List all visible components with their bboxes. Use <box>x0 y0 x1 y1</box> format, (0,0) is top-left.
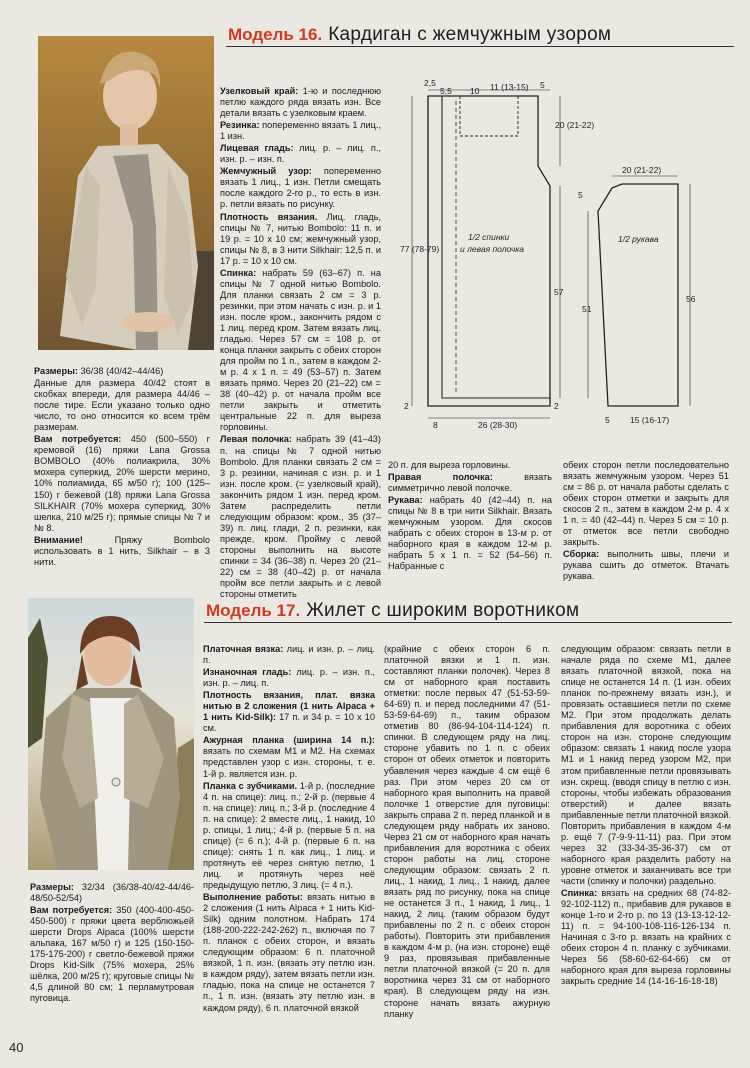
m17-sizes: Размеры: 32/34 (36/38-40/42-44/46-48/50-52/54) <box>30 882 194 904</box>
model-16-column-1 <box>34 366 210 576</box>
neckline-outline <box>460 96 518 136</box>
dim-hem-right: 2 <box>554 401 559 411</box>
dim-hem-left: 2 <box>404 401 409 411</box>
dim-top-2: 5,5 <box>440 86 452 96</box>
body-label-1: 1/2 спинки <box>468 232 510 242</box>
dim-top-5: 5 <box>540 80 545 90</box>
m17-term: Плотность вязания, плат. вязка нитью в 2 сложения (1 нить Alpaca + 1 нить Kid-Silk): 17 п. и 34 р. = 10 х 10 см. <box>203 690 375 734</box>
m16-text: Правая полочка: вязать симметрично левой полочке. <box>388 472 552 494</box>
m16-term: Лицевая гладь: лиц. р. – лиц. п., изн. р. – изн. п. <box>220 143 381 165</box>
m16-term: Резинка: попеременно вязать 1 лиц., 1 изн. <box>220 120 381 142</box>
sleeve-label: 1/2 рукава <box>618 234 659 244</box>
m17-text: Спинка: вязать на средних 68 (74-82-92-102-112) п., прибавив для рукавов в конце 1-го и 2-го р. по 13 (13-13-12-12-11) п. = 94-100-108-116-126-134 п. Начиная с 3-го р. вязать на крайних с обеих сторон 4 п. планку с зубчиками. Через 56 (58-60-62-64-66) см от наборного края для выреза горловины закрыть средние 14 (14-16-16-18-18) <box>561 888 731 987</box>
m17-materials: Вам потребуется: 350 (400-400-450-450-500) г пряжи цвета верблюжьей шерсти Drops Alpaca (100% шерсти альпака, 167 м/50 г) и 125 (150-150-175-175-200) г светло-бежевой пряжи Drops Kid-Silk (75% мохера, 25% шёлка, 200 м/25 г); круговые спицы № 4,5 длиной 80 см; 1 перламутровая пуговица. <box>30 905 194 1004</box>
model-16-pattern-diagram <box>390 76 740 436</box>
dim-body-height: 57 <box>554 287 564 297</box>
model-16-column-4 <box>563 460 729 582</box>
model-16-title-rule <box>226 46 734 47</box>
m16-term: Левая полочка: набрать 39 (41–43) п. на спицы № 7 одной нитью Bombolo. Для планки связать 2 см = 3 р. резинки, начиная с изн. р. и 1 изн. после кром. (= узелковый край), закончить рядом 1 изн. перед кром. Затем распределить петли следующим образом: кром., 35 (37–39) п. лиц. глади, 2 п. резинки, как прежде, кром. Пройму с левой стороны выполнить на высоте спинки = 34 (36–38) п. Через 20 (21–22) см = 38 (40–42) р. от начала пройм все петли закрыть и с левой стороны отметить <box>220 434 381 600</box>
sleeve-height-1: 51 <box>582 304 592 314</box>
body-label-2: и левая полочка <box>460 244 524 254</box>
model-16-label: Модель 16. <box>228 25 323 44</box>
m17-term: Изнаночная гладь: лиц. р. – изн. п., изн. р. – лиц. п. <box>203 667 375 689</box>
sleeve-bottom-2: 15 (16-17) <box>630 415 670 425</box>
dim-top-3: 10 <box>470 86 480 96</box>
sleeve-outline <box>598 184 678 406</box>
m17-text: следующим образом: связать петли в начале ряда по схеме М1, далее вязать платочной вязкой, пока на спице не останется 14 п. (1 изн. обеих планок по-прежнему вязать изн.), и провязать оставшиеся петли по схеме М2. При этом продолжать делать прибавления для воротника с обеих сторон на изн. стороне следующим образом: связать 1 накид после узора М1 и 1 накид перед узором М2, при этом прибавленные петли провязывать изн. скрещ. (вводя спицу в петлю с изн. стороны, чтобы избежать образования отверстий) и далее вязать прибавленные петли платочной вязкой. Повторить прибавления в каждом 4-м р. ещё 7 (7-9-9-11-11) раз. При этом через 32 (33-34-35-36-37) см от наборного края разделить работу на уровне отметок и заканчивать все три части (спинку и полочки) раздельно. <box>561 644 731 886</box>
m16-text: Сборка: выполнить швы, плечи и рукава сшить до отметок. Втачать рукава. <box>563 549 729 582</box>
m16-term: Узелковый край: 1-ю и последнюю петлю каждого ряда вязать изн. Все детали вязать с узелковым краем. <box>220 86 381 119</box>
m16-sizes-note: Данные для размера 40/42 стоят в скобках впереди, для размера 44/46 – после тире. Если указано только одно число, то оно относится ко всем трём размерам. <box>34 378 210 433</box>
dim-top-1: 2,5 <box>424 78 436 88</box>
m16-term: Жемчужный узор: попеременно вязать 1 лиц., 1 изн. Петли смещать после каждого 2-го р., то есть в изн. р. петли вязать по рисунку. <box>220 166 381 210</box>
m16-materials: Вам потребуется: 450 (500–550) г кремовой (16) пряжи Lana Grossa BOMBOLO (40% полиакрила, 30% мохера суперкид, 20% шерсти мерино, 10% полиамида, 65 м/50 г); 100 (125–150) г бежевой (18) пряжи Lana Grossa SILKHAIR (70% мохера суперкид, 30% шелка, 210 м/25 г); прямые спицы № 7 и № 8. <box>34 434 210 533</box>
dim-top-4: 11 (13-15) <box>490 82 529 92</box>
sleeve-top-dim: 20 (21-22) <box>622 165 662 175</box>
page-number: 40 <box>9 1040 24 1055</box>
m16-text: обеих сторон петли последовательно вязать жемчужным узором. Через 51 см = 86 р. от начала работы сделать с обеих сторон отметки и закрыть для скосов 2 п., затем в каждом 2-м р. 4 х 1 п. = 40 (42–44) п. Через 5 см = 10 р. от отметок все петли свободно закрыть. <box>563 460 729 548</box>
model-16-title <box>228 24 611 46</box>
m17-term: Ажурная планка (ширина 14 п.): вязать по схемам М1 и М2. На схемах представлен узор с изн. стороны, т. е. 1-й р. является изн. р. <box>203 735 375 779</box>
m16-sizes: Размеры: 36/38 (40/42–44/46) <box>34 366 164 376</box>
model-17-column-4 <box>561 644 731 1036</box>
m16-term: Спинка: набрать 59 (63–67) п. на спицы № 7 одной нитью Bombolo. Для планки связать 2 см = 3 р. резинки, при этом начать с изн. р. и 1 изн. после кром., закончить рядом с 1 лиц. перед кром. Затем вязать лиц. гладью. Через 57 см = 108 р. от конца планки закрыть с обеих сторон для пройм по 1 п., затем в каждом 2-м р. 4 х 1 п. = 49 (53–57) п. Затем вязать прямо. Через 20 (21–22) см = 38 (40–42) р. от начала пройм все петли закрыть и отметить центральные 22 п. для выреза горловины. <box>220 267 381 433</box>
dim-bottom-2: 26 (28-30) <box>478 420 518 430</box>
model-17-column-2 <box>203 644 375 1034</box>
dim-total-height: 77 (78-79) <box>400 244 440 254</box>
m17-term: Выполнение работы: вязать нитью в 2 сложения (1 нить Alpaca + 1 нить Kid-Silk) одним полотном. Набрать 174 (188-200-222-242-262) п., включая по 7 п. планок с обеих сторон, и вязать следующим образом: 6 п. платочной вязкой, 1 п. изн. (вязать эту петлю изн. в каждом ряду), затем вязать петли изн. гладью, пока на спице не останется 7 п., 1 п. изн. (вязать эту петлю изн. в каждом ряду), 6 п. платочной вязкой <box>203 892 376 1013</box>
model-16-column-3 <box>388 460 552 570</box>
m16-term: Плотность вязания. Лиц. гладь, спицы № 7, нитью Bombolo: 11 п. и 19 р. = 10 х 10 см; жемчужный узор, спицы № 8, в 3 нити Silkhair: 12,5 п. и 17 р. = 10 х 10 см. <box>220 211 382 266</box>
m17-term: Планка с зубчиками. 1-й р. (последние 4 п. на спице): лиц. п.; 2-й р. (первые 4 п. на спице): лиц. п.; 3-й р. (последние 4 п. на спице): 2 вместе лиц., 1 накид, 10 р. спицы, 1 лиц.; 4-й р. (первые 5 п. на спице) (= 6 п.); 4-й р. (первые 6 п. на спице): снять 1 п. как лиц., 1 лиц. и протянуть её через снятую петлю, 1 лиц. и протянуть через неё предыдущую петлю, 3 лиц. (= 4 п.). <box>203 780 375 890</box>
model-17-photo <box>28 598 194 870</box>
m16-warning: Внимание! Пряжу Bombolo использовать в 1 нить, Silkhair – в 3 нити. <box>34 534 210 567</box>
m16-text: 20 п. для выреза горловины. <box>388 460 511 470</box>
model-17-title-rule <box>204 622 732 623</box>
m16-text: Рукава: набрать 40 (42–44) п. на спицы № 8 в три нити Silkhair. Вязать жемчужным узором. Для скосов набрать с обеих сторон в 13-м р. от наборного края в каждом 12-м р. набрать 5 х 1 п. = 52 (54–56) п. Набранные с <box>388 495 552 572</box>
sleeve-bottom-1: 5 <box>605 415 610 425</box>
sleeve-cap-dim: 5 <box>578 190 583 200</box>
sleeve-height-2: 56 <box>686 294 696 304</box>
model-17-title <box>206 600 579 622</box>
model-16-photo <box>38 36 214 350</box>
dim-armhole-height: 20 (21-22) <box>555 120 595 130</box>
m17-text: (крайние с обеих сторон 6 п. платочной вязки и 1 п. изн. составляют планки полочек). Через 8 см от наборного края поставить отметки: после первых 47 (51-53-59-64-69) п. и перед последними 47 (51-53-59-64-69) п., таким образом отметив 80 (86-94-104-114-124) п. спинки. В следующем ряду на лиц. стороне убавить по 1 п. с обеих сторон от обеих отметок и повторить убавления через каждые 4 см ещё 6 раз. При этом через 20 см от наборного края выполнить на правой полочке 1 отверстие для пуговицы: закрыть справа 2 п. перед планкой и в следующем ряду набрать их заново. Через 21 см от наборного края начать прибавления для воротника с обеих сторон работы на лиц. стороне следующим образом: связать 2 п. лиц., 1 накид, 1 лиц., 1 накид, далее вязать ряд по рисунку, пока на спице не останется 3 п., 1 накид, 1 лиц., 1 накид, 2 лиц. (таким образом будут прибавлены по 2 п. с обеих сторон работы). Повторить эти прибавления в каждом 4-м р. (на изн. стороне) ещё 9 раз, провязывая прибавленные петли платочной вязкой (= 20 п. для воротника через 31 см от наборного края). В следующем ряду на изн. стороне начать вязать ажурную планку <box>384 644 550 1019</box>
m17-term: Платочная вязка: лиц. и изн. р. – лиц. п. <box>203 644 375 666</box>
model-17-name: Жилет с широким воротником <box>306 600 580 621</box>
dim-bottom-1: 8 <box>433 420 438 430</box>
model-17-column-3 <box>384 644 550 1036</box>
model-16-name: Кардиган с жемчужным узором <box>328 24 612 45</box>
model-17-column-1 <box>30 882 194 1032</box>
model-17-label: Модель 17. <box>206 601 301 620</box>
model-16-column-2 <box>220 86 382 600</box>
